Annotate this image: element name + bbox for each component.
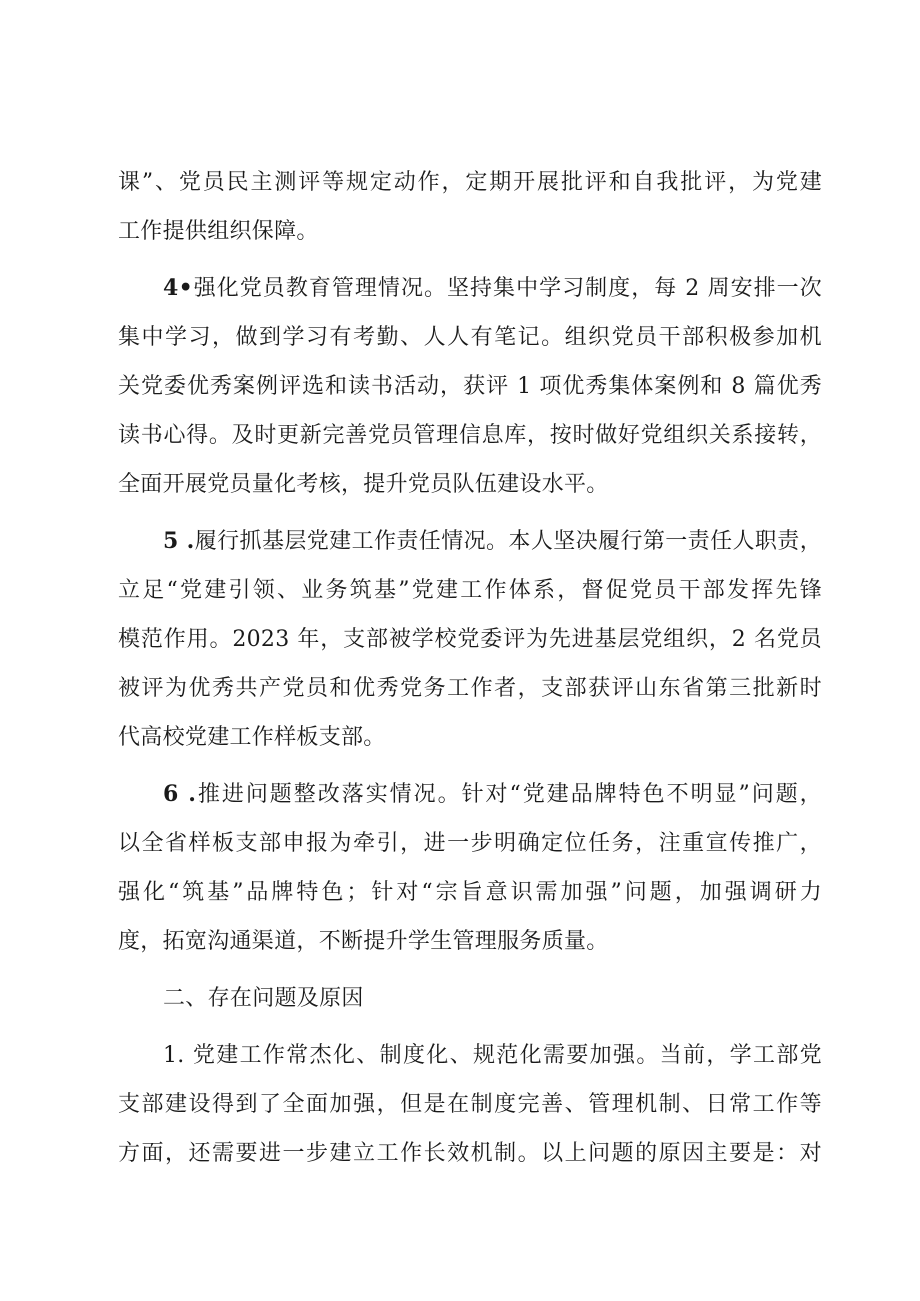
- text-line: [118, 264, 822, 313]
- text-line: 强化“筑基”品牌特色；针对“宗旨意识需加强”问题，加强调研力: [118, 880, 822, 905]
- item-number: 5 .: [163, 528, 195, 554]
- text-line: [118, 770, 822, 819]
- item-number: 6 .: [163, 781, 197, 807]
- text-line: 方面，还需要进一步建立工作长效机制。以上问题的原因主要是：对: [118, 1141, 822, 1166]
- paragraph-problem-1: [118, 1031, 822, 1178]
- paragraph-continuation: [118, 158, 822, 256]
- text-line: 模范作用。2023 年，支部被学校党委评为先进基层党组织，2 名党员: [118, 627, 822, 652]
- text-line: 1. 党建工作常杰化、制度化、规范化需要加强。当前，学工部党: [163, 1043, 822, 1068]
- text-line: 代高校党建工作样板支部。: [118, 725, 386, 750]
- text-span: 强化党员教育管理情况。坚持集中学习制度，每 2 周安排一次: [192, 276, 822, 301]
- section-heading: [118, 974, 822, 1023]
- text-line: 集中学习，做到学习有考勤、人人有笔记。组织党员干部积极参加机: [118, 325, 822, 350]
- paragraph-item-4: [118, 264, 822, 509]
- text-line: 全面开展党员量化考核，提升党员队伍建设水平。: [118, 472, 609, 497]
- text-line: 以全省样板支部申报为牵引，进一步明确定位任务，注重宣传推广，: [118, 831, 822, 856]
- text-line: 立足“党建引领、业务筑基”党建工作体系，督促党员干部发挥先锋: [118, 578, 822, 603]
- text-line: 工作提供组织保障。: [118, 219, 319, 244]
- item-number: 4•: [163, 275, 193, 301]
- heading-text: 二、存在问题及原因: [163, 986, 364, 1011]
- text-line: 度，拓宽沟通渠道，不断提升学生管理服务质量。: [118, 929, 609, 954]
- paragraph-item-5: [118, 517, 822, 762]
- text-line: 课”、党员民主测评等规定动作，定期开展批评和自我批评，为党建: [118, 170, 822, 195]
- text-span: 推进问题整改落实情况。针对“党建品牌特色不明显”问题，: [196, 782, 822, 807]
- text-line: 关党委优秀案例评选和读书活动，获评 1 项优秀集体案例和 8 篇优秀: [118, 374, 822, 399]
- document-body: [118, 158, 822, 1178]
- text-span: 履行抓基层党建工作责任情况。本人坚决履行第一责任人职责，: [194, 529, 822, 554]
- text-line: 被评为优秀共产党员和优秀党务工作者，支部获评山东省第三批新时: [118, 676, 822, 701]
- text-line: 支部建设得到了全面加强，但是在制度完善、管理机制、日常工作等: [118, 1092, 822, 1117]
- text-line: [118, 517, 822, 566]
- text-line: 读书心得。及时更新完善党员管理信息库，按时做好党组织关系接转，: [118, 423, 822, 448]
- paragraph-item-6: [118, 770, 822, 966]
